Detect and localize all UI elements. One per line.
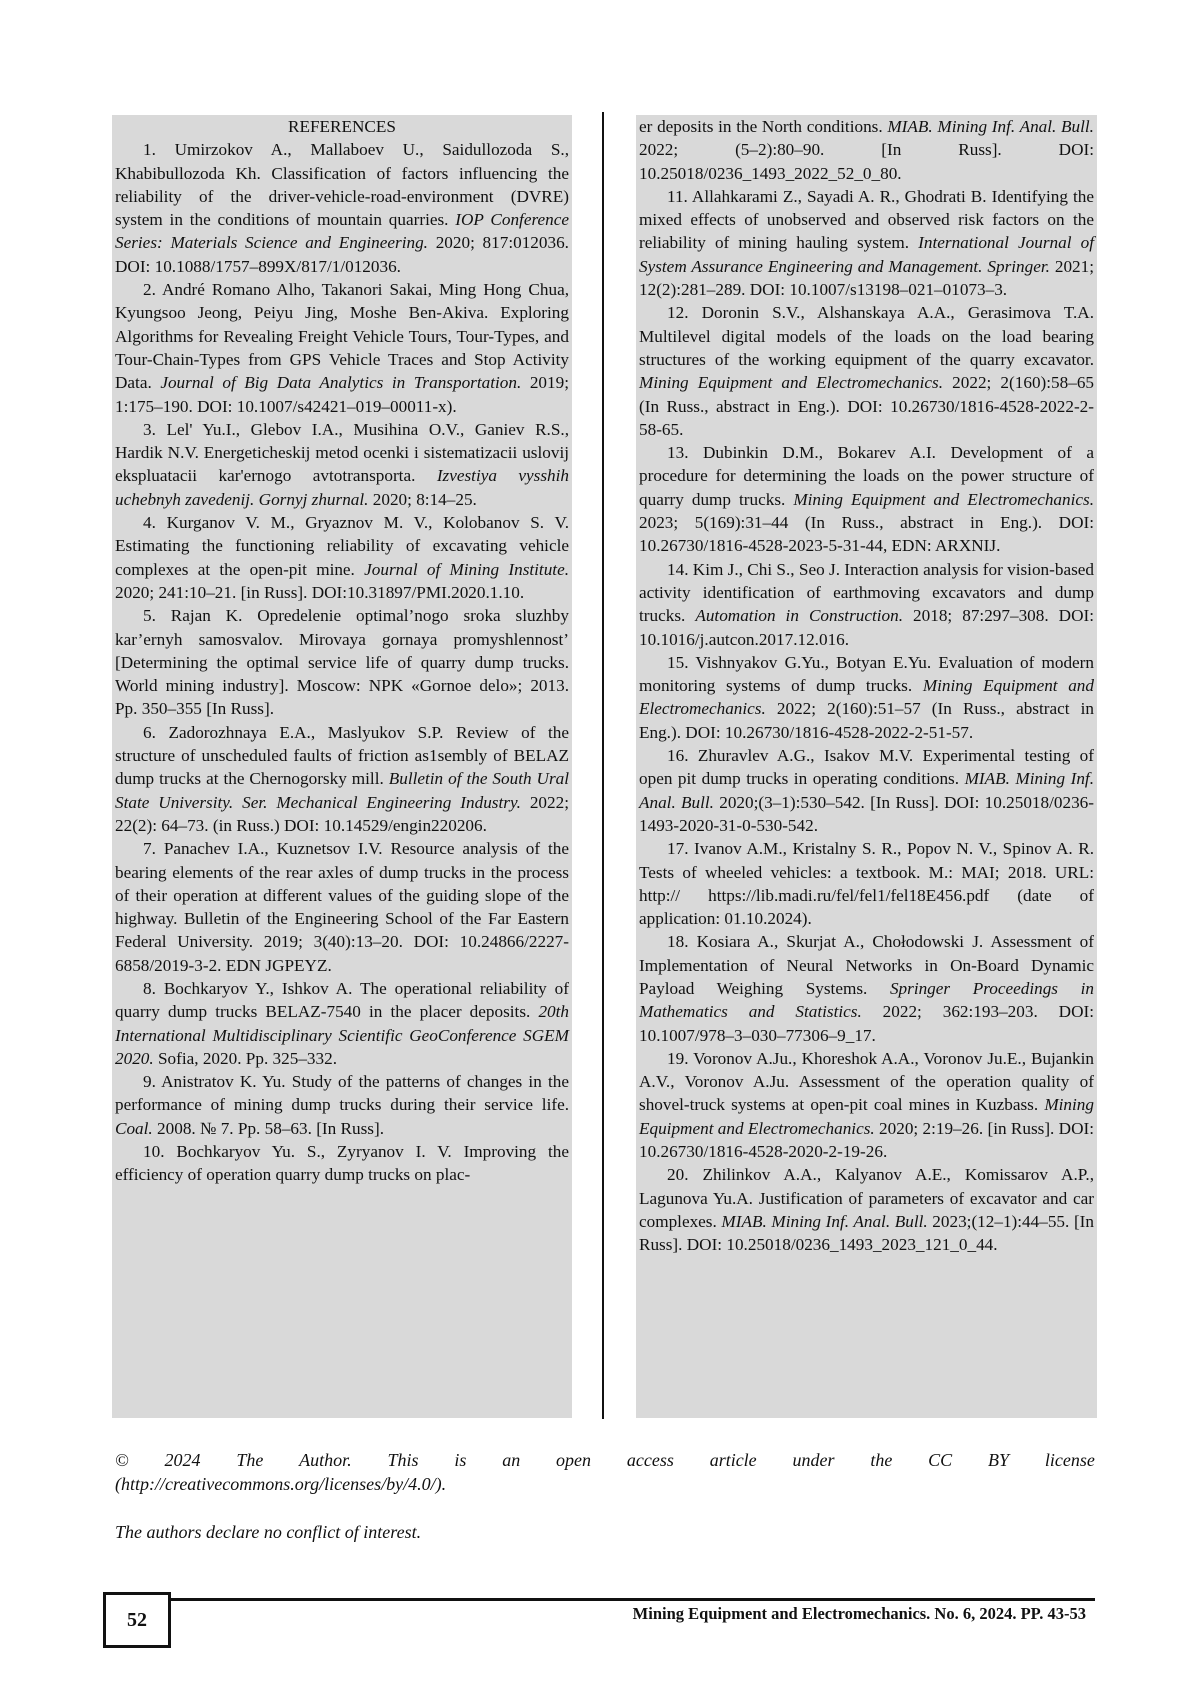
reference-source: Journal of Big Data Analytics in Transportation. — [160, 373, 521, 392]
license-word: article — [710, 1448, 757, 1472]
reference-text: 17. Ivanov A.M., Kristalny S. R., Popov N. V., Spinov A. R. Tests of wheeled vehicles: a textbook. M.: MAI; 2018. URL: http:// https://lib.madi.ru/fel/fel1/fel18E456.pdf (date of application: 01.10.2024). — [639, 839, 1094, 928]
reference-source: Springer Proceedings in Mathematics and Statistics. — [639, 979, 1094, 1021]
reference-text: 11. Allahkarami Z., Sayadi A. R., Ghodrati B. Identifying the mixed effects of unobserved and observed risk factors on the reliability of mining hauling system. — [639, 187, 1094, 253]
reference-text: 20. Zhilinkov A.A., Kalyanov A.E., Komissarov A.P., Lagunova Yu.A. Justification of parameters of excavator and car complexes. — [639, 1165, 1094, 1231]
license-word: © — [115, 1448, 129, 1472]
reference-source: Mining Equipment and Electromechanics. — [793, 490, 1094, 509]
license-word: an — [502, 1448, 520, 1472]
journal-footer: Mining Equipment and Electromechanics. No. 6, 2024. PP. 43-53 — [633, 1604, 1086, 1624]
reference-item — [115, 138, 569, 278]
reference-item — [639, 185, 1094, 301]
reference-item — [115, 721, 569, 837]
reference-text: 8. Bochkaryov Y., Ishkov A. The operational reliability of quarry dump trucks BELAZ-7540 in the placer deposits. — [115, 979, 569, 1021]
reference-source: 20th International Multidisciplinary Scientific GeoConference SGEM 2020. — [115, 1002, 569, 1068]
license-word: under — [793, 1448, 835, 1472]
license-word: This — [388, 1448, 419, 1472]
reference-text: 1. Umirzokov A., Mallaboev U., Saidullozoda S., Khabibullozoda Kh. Classification of factors influencing the reliability of the driver-vehicle-road-environment (DVRE) system in the conditions of mountain quarries. — [115, 140, 569, 229]
reference-source: Bulletin of the South Ural State University. Ser. Mechanical Engineering Industry. — [115, 769, 569, 811]
reference-item — [115, 278, 569, 418]
references-right-column — [636, 115, 1097, 1418]
reference-source: MIAB. Mining Inf. Anal. Bull. — [639, 769, 1094, 811]
reference-source: Automation in Construction. — [695, 606, 903, 625]
license-notice — [115, 1448, 1095, 1496]
reference-source: Mining Equipment and Electromechanics. — [639, 1095, 1094, 1137]
footer-rule — [103, 1598, 1095, 1601]
reference-text: 3. Lel' Yu.I., Glebov I.A., Musihina O.V., Ganiev R.S., Hardik N.V. Energeticheskij metod ocenki i sistematizacii uslovij ekspluatacii kar'ernogo avtotransporta. — [115, 420, 569, 486]
reference-item — [639, 651, 1094, 744]
reference-text: 7. Panachev I.A., Kuznetsov I.V. Resource analysis of the bearing elements of the rear axles of dump trucks in the process of their operation at different values of the guiding slope of the highway. Bulletin of the Engineering School of the Far Eastern Federal University. 2019; 3(40):13–20. DOI: 10.24866/2227-6858/2019-3-2. EDN JGPEYZ. — [115, 839, 569, 974]
reference-item — [115, 837, 569, 977]
reference-details: 2022; 2(160):58–65 (In Russ., abstract in Eng.). DOI: 10.26730/1816-4528-2022-2-58-65. — [639, 373, 1094, 439]
license-word: 2024 — [165, 1448, 201, 1472]
reference-item — [639, 744, 1094, 837]
license-word: Author. — [299, 1448, 352, 1472]
reference-text: 9. Anistratov K. Yu. Study of the patterns of changes in the performance of mining dump trucks during their service life. — [115, 1072, 569, 1114]
reference-item — [639, 115, 1094, 185]
reference-text: 16. Zhuravlev A.G., Isakov M.V. Experimental testing of open pit dump trucks in operating conditions. — [639, 746, 1094, 788]
references-left-column — [112, 115, 572, 1418]
license-word: license — [1045, 1448, 1095, 1472]
column-divider — [602, 112, 604, 1419]
reference-item — [639, 441, 1094, 557]
reference-source: Izvestiya vysshih uchebnyh zavedenij. Gornyj zhurnal. — [115, 466, 569, 508]
reference-details: 2021; 12(2):281–289. DOI: 10.1007/s13198–021–01073–3. — [639, 257, 1094, 299]
reference-details: Sofia, 2020. Pp. 325–332. — [154, 1049, 337, 1068]
reference-details: 2020; 2:19–26. [in Russ]. DOI: 10.26730/1816-4528-2020-2-19-26. — [639, 1119, 1094, 1161]
reference-text: 19. Voronov A.Ju., Khoreshok A.A., Voronov Ju.E., Bujankin A.V., Voronov A.Ju. Assessment of the operation quality of shovel-truck systems at open-pit coal mines in Kuzbass. — [639, 1049, 1094, 1115]
reference-item — [639, 558, 1094, 651]
right-reference-list — [639, 115, 1094, 1257]
page-number: 52 — [103, 1592, 171, 1648]
reference-details: 2018; 87:297–308. DOI: 10.1016/j.autcon.2017.12.016. — [639, 606, 1094, 648]
reference-text: 5. Rajan K. Opredelenie optimal’nogo sroka sluzhby kar’ernyh samosvalov. Mirovaya gornaya promyshlennost’ [Determining the optimal service life of quarry dump trucks. World mining industry]. Moscow: NPK «Gornoe delo»; 2013. Pp. 350–355 [In Russ]. — [115, 606, 569, 718]
license-word: the — [870, 1448, 892, 1472]
reference-item — [639, 930, 1094, 1046]
reference-text: er deposits in the North conditions. — [639, 117, 887, 136]
license-word: access — [627, 1448, 674, 1472]
reference-source: Mining Equipment and Electromechanics. — [639, 373, 943, 392]
reference-source: Coal. — [115, 1119, 153, 1138]
reference-text: 12. Doronin S.V., Alshanskaya A.A., Gerasimova T.A. Multilevel digital models of the loads on the load bearing structures of the working equipment of the quarry excavator. — [639, 303, 1094, 369]
license-word: BY — [988, 1448, 1009, 1472]
reference-details: 2023; 5(169):31–44 (In Russ., abstract in Eng.). DOI: 10.26730/1816-4528-2023-5-31-44, EDN: ARXNIJ. — [639, 513, 1094, 555]
reference-details: 2023;(12–1):44–55. [In Russ]. DOI: 10.25018/0236_1493_2023_121_0_44. — [639, 1212, 1094, 1254]
reference-item — [115, 604, 569, 720]
references-heading: REFERENCES — [115, 115, 569, 138]
reference-text: 6. Zadorozhnaya E.A., Maslyukov S.P. Review of the structure of unscheduled faults of friction as1sembly of BELAZ dump trucks at the Chernogorsky mill. — [115, 723, 569, 789]
reference-text: 2. André Romano Alho, Takanori Sakai, Ming Hong Chua, Kyungsoo Jeong, Peiyu Jing, Moshe Ben-Akiva. Exploring Algorithms for Revealing Freight Vehicle Tours, Tour-Types, and Tour-Chain-Types from GPS Vehicle Traces and Stop Activity Data. — [115, 280, 569, 392]
reference-item — [639, 301, 1094, 441]
reference-details: 2020; 8:14–25. — [368, 490, 476, 509]
reference-details: 2020; 241:10–21. [in Russ]. DOI:10.31897/PMI.2020.1.10. — [115, 583, 524, 602]
reference-source: MIAB. Mining Inf. Anal. Bull. — [721, 1212, 927, 1231]
license-line-1 — [115, 1448, 1095, 1472]
reference-item — [115, 418, 569, 511]
reference-item — [115, 1140, 569, 1187]
reference-item — [115, 1070, 569, 1140]
license-word: The — [236, 1448, 263, 1472]
left-reference-list — [115, 138, 569, 1186]
reference-text: 13. Dubinkin D.M., Bokarev A.I. Development of a procedure for determining the loads on the power structure of quarry dump trucks. — [639, 443, 1094, 509]
reference-details: 2022; 2(160):51–57 (In Russ., abstract in Eng.). DOI: 10.26730/1816-4528-2022-2-51-57. — [639, 699, 1094, 741]
reference-details: 2019; 1:175–190. DOI: 10.1007/s42421–019–00011-x). — [115, 373, 569, 415]
reference-text: 14. Kim J., Chi S., Seo J. Interaction analysis for vision-based activity identification of earthmoving excavators and dump trucks. — [639, 560, 1094, 626]
reference-source: International Journal of System Assurance Engineering and Management. Springer. — [639, 233, 1094, 275]
reference-item — [639, 1047, 1094, 1163]
reference-details: 2020; 817:012036. DOI: 10.1088/1757–899X/817/1/012036. — [115, 233, 569, 275]
reference-details: 2008. № 7. Pp. 58–63. [In Russ]. — [153, 1119, 384, 1138]
license-word: CC — [928, 1448, 952, 1472]
reference-source: Journal of Mining Institute. — [364, 560, 569, 579]
reference-text: 4. Kurganov V. M., Gryaznov M. V., Kolobanov S. V. Estimating the functioning reliability of excavating vehicle complexes at the open-pit mine. — [115, 513, 569, 579]
reference-item — [115, 511, 569, 604]
reference-text: 18. Kosiara A., Skurjat A., Chołodowski J. Assessment of Implementation of Neural Networks in On-Board Dynamic Payload Weighing Systems. — [639, 932, 1094, 998]
reference-text: 10. Bochkaryov Yu. S., Zyryanov I. V. Improving the efficiency of operation quarry dump trucks on plac- — [115, 1142, 569, 1184]
reference-source: Mining Equipment and Electromechanics. — [639, 676, 1094, 718]
reference-details: 2022; (5–2):80–90. [In Russ]. DOI: 10.25018/0236_1493_2022_52_0_80. — [639, 140, 1094, 182]
reference-text: 15. Vishnyakov G.Yu., Botyan E.Yu. Evaluation of modern monitoring systems of dump trucks. — [639, 653, 1094, 695]
reference-source: MIAB. Mining Inf. Anal. Bull. — [887, 117, 1094, 136]
conflict-statement: The authors declare no conflict of interest. — [115, 1520, 1095, 1544]
reference-item — [639, 837, 1094, 930]
license-url: (http://creativecommons.org/licenses/by/4.0/). — [115, 1472, 1095, 1496]
reference-details: 2022; 22(2): 64–73. (in Russ.) DOI: 10.14529/engin220206. — [115, 793, 569, 835]
reference-details: 2022; 362:193–203. DOI: 10.1007/978–3–030–77306–9_17. — [639, 1002, 1094, 1044]
reference-details: 2020;(3–1):530–542. [In Russ]. DOI: 10.25018/0236-1493-2020-31-0-530-542. — [639, 793, 1094, 835]
license-word: open — [556, 1448, 591, 1472]
reference-source: IOP Conference Series: Materials Science and Engineering. — [115, 210, 569, 252]
reference-item — [639, 1163, 1094, 1256]
reference-item — [115, 977, 569, 1070]
license-word: is — [454, 1448, 466, 1472]
